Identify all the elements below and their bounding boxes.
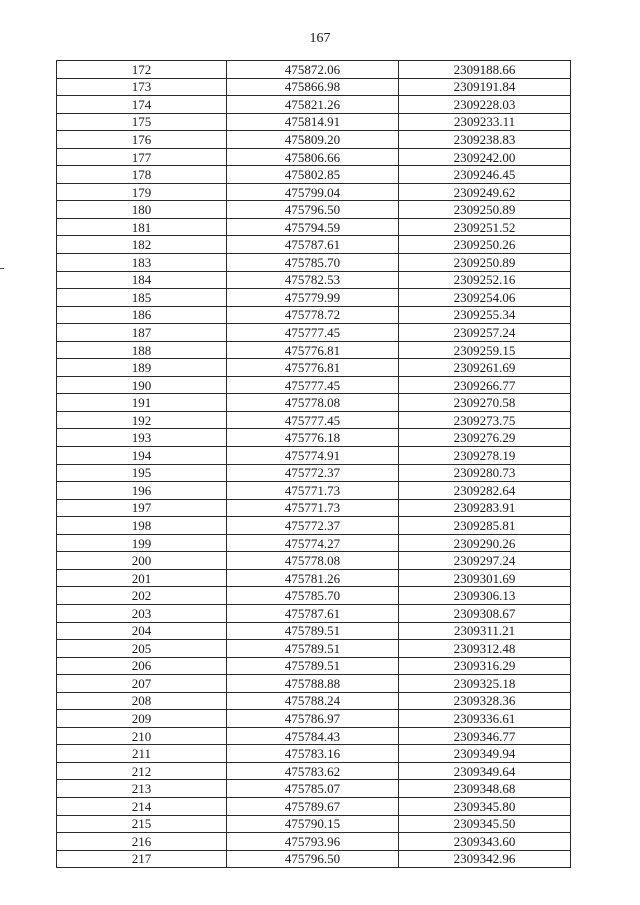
point-number-cell: 206 bbox=[57, 657, 227, 675]
y-coordinate-cell: 2309246.45 bbox=[399, 166, 571, 184]
table-row bbox=[57, 657, 571, 675]
x-coordinate-cell: 475785.70 bbox=[227, 587, 399, 605]
table-row bbox=[57, 166, 571, 184]
table-row bbox=[57, 394, 571, 412]
x-coordinate-cell: 475789.51 bbox=[227, 657, 399, 675]
point-number-cell: 191 bbox=[57, 394, 227, 412]
table-row bbox=[57, 429, 571, 447]
y-coordinate-cell: 2309276.29 bbox=[399, 429, 571, 447]
x-coordinate-cell: 475779.99 bbox=[227, 289, 399, 307]
table-row bbox=[57, 833, 571, 851]
y-coordinate-cell: 2309297.24 bbox=[399, 552, 571, 570]
page-number: 167 bbox=[309, 31, 331, 46]
point-number-cell: 207 bbox=[57, 675, 227, 693]
point-number-cell: 211 bbox=[57, 745, 227, 763]
point-number-cell: 173 bbox=[57, 78, 227, 96]
table-row bbox=[57, 727, 571, 745]
coordinate-table-body bbox=[57, 61, 571, 868]
x-coordinate-cell: 475776.81 bbox=[227, 359, 399, 377]
point-number-cell: 181 bbox=[57, 218, 227, 236]
table-row bbox=[57, 447, 571, 465]
y-coordinate-cell: 2309254.06 bbox=[399, 289, 571, 307]
x-coordinate-cell: 475777.45 bbox=[227, 376, 399, 394]
y-coordinate-cell: 2309283.91 bbox=[399, 499, 571, 517]
x-coordinate-cell: 475783.16 bbox=[227, 745, 399, 763]
point-number-cell: 217 bbox=[57, 850, 227, 868]
x-coordinate-cell: 475793.96 bbox=[227, 833, 399, 851]
table-row bbox=[57, 797, 571, 815]
y-coordinate-cell: 2309270.58 bbox=[399, 394, 571, 412]
x-coordinate-cell: 475777.45 bbox=[227, 324, 399, 342]
table-row bbox=[57, 464, 571, 482]
x-coordinate-cell: 475776.81 bbox=[227, 341, 399, 359]
table-row bbox=[57, 254, 571, 272]
x-coordinate-cell: 475771.73 bbox=[227, 499, 399, 517]
point-number-cell: 193 bbox=[57, 429, 227, 447]
x-coordinate-cell: 475796.50 bbox=[227, 850, 399, 868]
x-coordinate-cell: 475783.62 bbox=[227, 762, 399, 780]
y-coordinate-cell: 2309311.21 bbox=[399, 622, 571, 640]
table-row bbox=[57, 499, 571, 517]
point-number-cell: 209 bbox=[57, 710, 227, 728]
table-row bbox=[57, 745, 571, 763]
table-row bbox=[57, 201, 571, 219]
y-coordinate-cell: 2309251.52 bbox=[399, 218, 571, 236]
point-number-cell: 216 bbox=[57, 833, 227, 851]
table-row bbox=[57, 850, 571, 868]
table-row bbox=[57, 640, 571, 658]
point-number-cell: 178 bbox=[57, 166, 227, 184]
table-row bbox=[57, 324, 571, 342]
y-coordinate-cell: 2309266.77 bbox=[399, 376, 571, 394]
point-number-cell: 210 bbox=[57, 727, 227, 745]
x-coordinate-cell: 475794.59 bbox=[227, 218, 399, 236]
table-row bbox=[57, 376, 571, 394]
x-coordinate-cell: 475796.50 bbox=[227, 201, 399, 219]
x-coordinate-cell: 475790.15 bbox=[227, 815, 399, 833]
point-number-cell: 196 bbox=[57, 482, 227, 500]
x-coordinate-cell: 475799.04 bbox=[227, 183, 399, 201]
x-coordinate-cell: 475778.72 bbox=[227, 306, 399, 324]
table-row bbox=[57, 482, 571, 500]
y-coordinate-cell: 2309328.36 bbox=[399, 692, 571, 710]
x-coordinate-cell: 475787.61 bbox=[227, 236, 399, 254]
point-number-cell: 182 bbox=[57, 236, 227, 254]
x-coordinate-cell: 475772.37 bbox=[227, 517, 399, 535]
table-row bbox=[57, 183, 571, 201]
y-coordinate-cell: 2309259.15 bbox=[399, 341, 571, 359]
x-coordinate-cell: 475788.88 bbox=[227, 675, 399, 693]
x-coordinate-cell: 475872.06 bbox=[227, 61, 399, 79]
table-row bbox=[57, 517, 571, 535]
x-coordinate-cell: 475778.08 bbox=[227, 394, 399, 412]
y-coordinate-cell: 2309261.69 bbox=[399, 359, 571, 377]
x-coordinate-cell: 475809.20 bbox=[227, 131, 399, 149]
table-row bbox=[57, 569, 571, 587]
y-coordinate-cell: 2309306.13 bbox=[399, 587, 571, 605]
scan-edge-mark bbox=[0, 268, 4, 269]
point-number-cell: 190 bbox=[57, 376, 227, 394]
table-row bbox=[57, 236, 571, 254]
x-coordinate-cell: 475821.26 bbox=[227, 96, 399, 114]
x-coordinate-cell: 475806.66 bbox=[227, 148, 399, 166]
point-number-cell: 201 bbox=[57, 569, 227, 587]
x-coordinate-cell: 475785.70 bbox=[227, 254, 399, 272]
y-coordinate-cell: 2309242.00 bbox=[399, 148, 571, 166]
table-row bbox=[57, 552, 571, 570]
y-coordinate-cell: 2309250.89 bbox=[399, 201, 571, 219]
table-row bbox=[57, 341, 571, 359]
table-row bbox=[57, 96, 571, 114]
x-coordinate-cell: 475788.24 bbox=[227, 692, 399, 710]
point-number-cell: 177 bbox=[57, 148, 227, 166]
table-row bbox=[57, 622, 571, 640]
table-row bbox=[57, 587, 571, 605]
y-coordinate-cell: 2309290.26 bbox=[399, 534, 571, 552]
point-number-cell: 213 bbox=[57, 780, 227, 798]
table-row bbox=[57, 78, 571, 96]
point-number-cell: 214 bbox=[57, 797, 227, 815]
y-coordinate-cell: 2309249.62 bbox=[399, 183, 571, 201]
x-coordinate-cell: 475789.67 bbox=[227, 797, 399, 815]
point-number-cell: 189 bbox=[57, 359, 227, 377]
point-number-cell: 186 bbox=[57, 306, 227, 324]
point-number-cell: 204 bbox=[57, 622, 227, 640]
y-coordinate-cell: 2309273.75 bbox=[399, 411, 571, 429]
point-number-cell: 185 bbox=[57, 289, 227, 307]
y-coordinate-cell: 2309325.18 bbox=[399, 675, 571, 693]
point-number-cell: 194 bbox=[57, 447, 227, 465]
table-row bbox=[57, 692, 571, 710]
y-coordinate-cell: 2309316.29 bbox=[399, 657, 571, 675]
y-coordinate-cell: 2309280.73 bbox=[399, 464, 571, 482]
point-number-cell: 200 bbox=[57, 552, 227, 570]
point-number-cell: 172 bbox=[57, 61, 227, 79]
table-row bbox=[57, 289, 571, 307]
table-row bbox=[57, 815, 571, 833]
point-number-cell: 176 bbox=[57, 131, 227, 149]
y-coordinate-cell: 2309238.83 bbox=[399, 131, 571, 149]
y-coordinate-cell: 2309191.84 bbox=[399, 78, 571, 96]
x-coordinate-cell: 475776.18 bbox=[227, 429, 399, 447]
y-coordinate-cell: 2309250.26 bbox=[399, 236, 571, 254]
point-number-cell: 212 bbox=[57, 762, 227, 780]
coordinate-table bbox=[56, 60, 571, 868]
y-coordinate-cell: 2309308.67 bbox=[399, 604, 571, 622]
point-number-cell: 187 bbox=[57, 324, 227, 342]
x-coordinate-cell: 475785.07 bbox=[227, 780, 399, 798]
y-coordinate-cell: 2309301.69 bbox=[399, 569, 571, 587]
x-coordinate-cell: 475784.43 bbox=[227, 727, 399, 745]
table-row bbox=[57, 61, 571, 79]
table-row bbox=[57, 131, 571, 149]
x-coordinate-cell: 475771.73 bbox=[227, 482, 399, 500]
x-coordinate-cell: 475774.91 bbox=[227, 447, 399, 465]
point-number-cell: 208 bbox=[57, 692, 227, 710]
x-coordinate-cell: 475789.51 bbox=[227, 622, 399, 640]
x-coordinate-cell: 475782.53 bbox=[227, 271, 399, 289]
point-number-cell: 188 bbox=[57, 341, 227, 359]
point-number-cell: 195 bbox=[57, 464, 227, 482]
y-coordinate-cell: 2309188.66 bbox=[399, 61, 571, 79]
table-row bbox=[57, 411, 571, 429]
y-coordinate-cell: 2309349.64 bbox=[399, 762, 571, 780]
x-coordinate-cell: 475781.26 bbox=[227, 569, 399, 587]
table-row bbox=[57, 762, 571, 780]
y-coordinate-cell: 2309343.60 bbox=[399, 833, 571, 851]
point-number-cell: 179 bbox=[57, 183, 227, 201]
x-coordinate-cell: 475777.45 bbox=[227, 411, 399, 429]
point-number-cell: 205 bbox=[57, 640, 227, 658]
table-row bbox=[57, 218, 571, 236]
point-number-cell: 184 bbox=[57, 271, 227, 289]
y-coordinate-cell: 2309255.34 bbox=[399, 306, 571, 324]
table-row bbox=[57, 710, 571, 728]
y-coordinate-cell: 2309285.81 bbox=[399, 517, 571, 535]
y-coordinate-cell: 2309342.96 bbox=[399, 850, 571, 868]
point-number-cell: 183 bbox=[57, 254, 227, 272]
point-number-cell: 215 bbox=[57, 815, 227, 833]
x-coordinate-cell: 475786.97 bbox=[227, 710, 399, 728]
point-number-cell: 175 bbox=[57, 113, 227, 131]
point-number-cell: 174 bbox=[57, 96, 227, 114]
x-coordinate-cell: 475778.08 bbox=[227, 552, 399, 570]
y-coordinate-cell: 2309257.24 bbox=[399, 324, 571, 342]
table-row bbox=[57, 534, 571, 552]
table-row bbox=[57, 271, 571, 289]
table-row bbox=[57, 675, 571, 693]
x-coordinate-cell: 475789.51 bbox=[227, 640, 399, 658]
y-coordinate-cell: 2309348.68 bbox=[399, 780, 571, 798]
x-coordinate-cell: 475802.85 bbox=[227, 166, 399, 184]
y-coordinate-cell: 2309349.94 bbox=[399, 745, 571, 763]
y-coordinate-cell: 2309252.16 bbox=[399, 271, 571, 289]
y-coordinate-cell: 2309336.61 bbox=[399, 710, 571, 728]
y-coordinate-cell: 2309228.03 bbox=[399, 96, 571, 114]
y-coordinate-cell: 2309346.77 bbox=[399, 727, 571, 745]
x-coordinate-cell: 475814.91 bbox=[227, 113, 399, 131]
table-row bbox=[57, 359, 571, 377]
x-coordinate-cell: 475866.98 bbox=[227, 78, 399, 96]
point-number-cell: 199 bbox=[57, 534, 227, 552]
point-number-cell: 180 bbox=[57, 201, 227, 219]
y-coordinate-cell: 2309278.19 bbox=[399, 447, 571, 465]
y-coordinate-cell: 2309345.80 bbox=[399, 797, 571, 815]
table-row bbox=[57, 148, 571, 166]
point-number-cell: 197 bbox=[57, 499, 227, 517]
y-coordinate-cell: 2309233.11 bbox=[399, 113, 571, 131]
y-coordinate-cell: 2309282.64 bbox=[399, 482, 571, 500]
y-coordinate-cell: 2309345.50 bbox=[399, 815, 571, 833]
x-coordinate-cell: 475772.37 bbox=[227, 464, 399, 482]
y-coordinate-cell: 2309250.89 bbox=[399, 254, 571, 272]
table-row bbox=[57, 604, 571, 622]
point-number-cell: 202 bbox=[57, 587, 227, 605]
x-coordinate-cell: 475787.61 bbox=[227, 604, 399, 622]
table-row bbox=[57, 113, 571, 131]
point-number-cell: 203 bbox=[57, 604, 227, 622]
point-number-cell: 198 bbox=[57, 517, 227, 535]
point-number-cell: 192 bbox=[57, 411, 227, 429]
table-row bbox=[57, 780, 571, 798]
y-coordinate-cell: 2309312.48 bbox=[399, 640, 571, 658]
x-coordinate-cell: 475774.27 bbox=[227, 534, 399, 552]
table-row bbox=[57, 306, 571, 324]
